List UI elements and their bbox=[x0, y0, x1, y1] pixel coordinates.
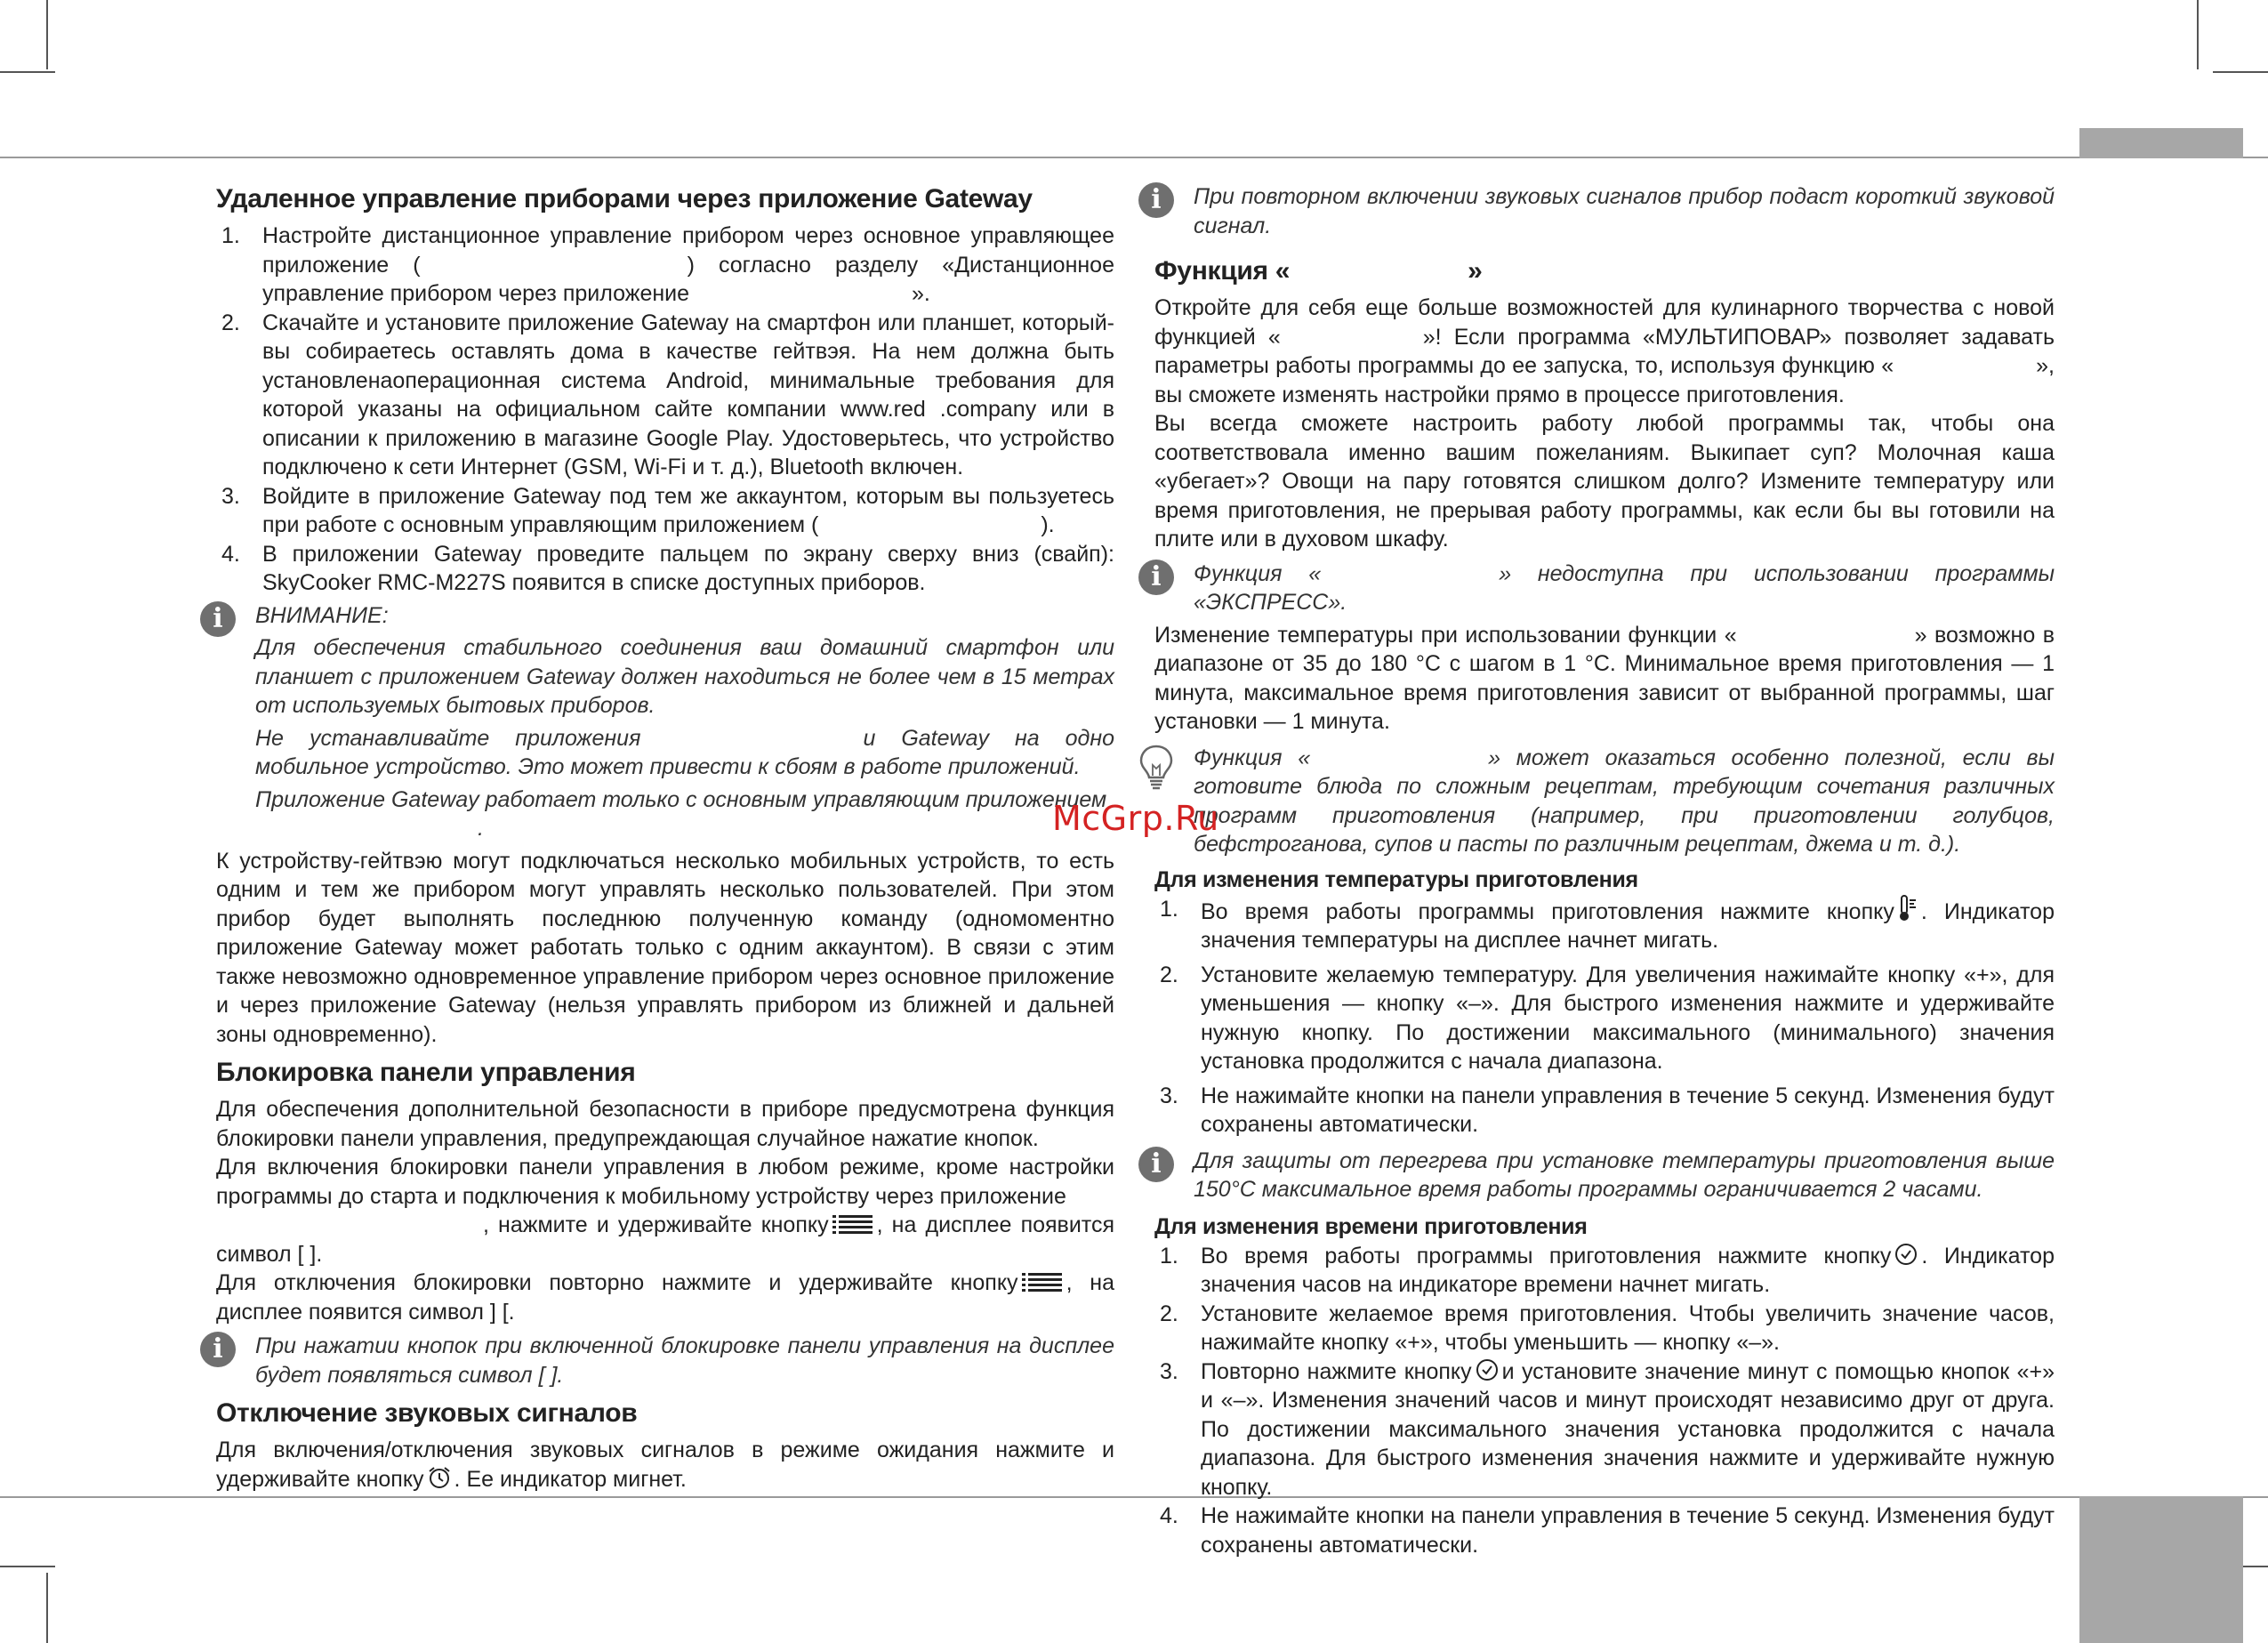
crop-mark bbox=[46, 0, 48, 69]
sound-title: Отключение звуковых сигналов bbox=[216, 1398, 638, 1428]
list-item: 2. Установите желаемую температуру. Для увеличения нажимайте кнопку «+», для уменьшения — кнопку «–». Для быстрого изменения нажмите и удерживайте нужную кнопку. По достижении максимального (минимального) значения установка продолжится с начала диапазона. bbox=[1160, 962, 2055, 1074]
list-item: 4. Не нажимайте кнопки на панели управления в течение 5 секунд. Изменения будут сохранены автоматически. bbox=[1160, 1503, 2055, 1558]
list-item: 1. Во время работы программы приготовления нажмите кнопку . Индикатор значения температуры на дисплее начнет мигать. bbox=[1160, 896, 2055, 953]
temp-steps bbox=[1154, 895, 2055, 1140]
gateway-steps bbox=[216, 221, 1114, 598]
lock-note: i При нажатии кнопок при включенной блокировке панели управления на дисплее будет появляться символ [ ]. bbox=[216, 1332, 1114, 1389]
info-icon: i bbox=[1138, 182, 1174, 218]
step-number: 2. bbox=[221, 310, 240, 335]
watermark: McGrp.Ru bbox=[1052, 799, 1219, 838]
step-number: 3. bbox=[1160, 1083, 1178, 1108]
tip-note: Функция « » может оказаться особенно полезной, если вы готовите блюда по сложным рецептам, требующим сочетания различных программ приготовления (например, при приготовлении голубцов, бефстроганова, супов и пасты по различным рецептам, джема и т. д.). bbox=[1154, 744, 2055, 859]
menu-lines-icon bbox=[832, 1213, 873, 1235]
sound-note: i При повторном включении звуковых сигналов прибор подаст короткий звуковой сигнал. bbox=[1154, 182, 2055, 240]
info-icon: i bbox=[1138, 1147, 1174, 1182]
list-item: 1. Во время работы программы приготовления нажмите кнопку . Индикатор значения часов на индикаторе времени начнет мигать. bbox=[1160, 1243, 2055, 1297]
temp-note: i Для защиты от перегрева при установке температуры приготовления выше 150°С максимальное время работы программы ограничивается 2 часами. bbox=[1154, 1147, 2055, 1204]
gateway-title: Удаленное управление приборами через приложение Gateway bbox=[216, 184, 1033, 213]
list-item: 2. Скачайте и установите приложение Gateway на смартфон или планшет, которыйвы собираетесь оставлять дома в качестве гейтвэя. На нем должна быть установленаоперационная система Android, минимальные требования для которой указаны на официальном сайте компании www.red .company или в описании к приложению в магазине Google Play. Удостоверьтесь, что устройство подключено к сети Интернет (GSM, Wi-Fi и т. д.), Bluetooth включен. bbox=[221, 310, 1114, 479]
attention-heading: ВНИМАНИЕ: bbox=[255, 602, 389, 628]
crop-mark bbox=[0, 1566, 55, 1567]
clock-icon bbox=[1476, 1358, 1499, 1381]
list-item: 3. Не нажимайте кнопки на панели управления в течение 5 секунд. Изменения будут сохранены автоматически. bbox=[1160, 1083, 2055, 1137]
step-number: 2. bbox=[1160, 1301, 1178, 1326]
left-column: Удаленное управление приборами через приложение Gateway 1. Настройте дистанционное управление прибором через основное управляющее приложение ( ) согласно разделу «Дистанционное управление прибором через приложение ». 2. Скачайте и установите приложение Gateway на смартфон или планшет, которыйвы собираетесь оставлять дома в качестве гейтвэя. На нем должна быть установленаоперационная система Android, минимальные требования для которой указаны на официальном сайте компании www.red .company или в описании к приложению в магазине Google Play. Удостоверьтесь, что устройство подключено к сети Интернет (GSM, Wi-Fi и т. д.), Bluetooth включен. 3. Войдите в приложение Gateway под тем же аккаунтом, которым вы пользуетесь при работе с основным управляющим приложением ( ). 4. В приложении Gateway проведите пальцем по экрану сверху вниз (свайп): SkyCooker RMC-M227S появится в списке доступных приборов. i ВНИМАНИЕ: Для обеспечения стабильного соединения ваш домашний смартфон или планшет с приложением Gateway должен находиться не более чем в 15 метрах от используемых бытовых приборов. Не устанавливайте приложения и Gateway на одно мобильное устройство. Это может привести к сбоям в работе приложений. Приложение Gateway работает только с основным управляющим приложением . К устройству-гейтвэю могут подключаться несколько мобильных устройств, то есть одним и тем же прибором могут управлять несколько пользователей. При этом прибор будет выполнять последнюю полученную команду (одномоментно приложение Gateway может работать только с одним аккаунтом). В связи с этим также невозможно одновременное управление прибором через основное приложение и через приложение Gateway (нельзя управлять прибором из ближней и дальней зоны одновременно). Блокировка панели управления Для обеспечения дополнительной безопасности в приборе предусмотрена функция блокировки панели управления, предупреждающая случайное нажатие кнопок. Для включения блокировки панели управления в любом режиме, кроме настройки программы до старта и подключения к мобильному устройству через приложение , нажмите и удерживайте кнопку , на дисплее появится символ [ ]. Для отключения блокировки повторно нажмите и удерживайте кнопку , на дисплее появится символ ] [. i При нажатии кнопок при включенной блокировке панели управления на дисплее будет появляться символ [ ]. Отключение звуковых сигналов Для включения/отключения звуковых сигналов в режиме ожидания нажмите и удерживайте кнопку . Ее индикатор мигнет. bbox=[216, 182, 1114, 1494]
time-title: Для изменения времени приготовления bbox=[1154, 1213, 1588, 1239]
step-number: 3. bbox=[221, 483, 240, 509]
info-icon: i bbox=[1138, 560, 1174, 595]
list-item: 4. В приложении Gateway проведите пальцем по экрану сверху вниз (свайп): SkyCooker RMC-M227S появится в списке доступных приборов. bbox=[221, 541, 1114, 595]
top-rule bbox=[0, 157, 2268, 158]
step-number: 3. bbox=[1160, 1358, 1178, 1384]
temp-title: Для изменения температуры приготовления bbox=[1154, 866, 1638, 892]
step-number: 1. bbox=[221, 223, 240, 248]
step-number: 4. bbox=[221, 541, 240, 567]
list-item: 1. Настройте дистанционное управление прибором через основное управляющее приложение ( ) согласно разделу «Дистанционное управление прибором через приложение ». bbox=[221, 223, 1114, 306]
gateway-paragraph: К устройству-гейтвэю могут подключаться несколько мобильных устройств, то есть одним и тем же прибором могут управлять несколько пользователей. При этом прибор будет выполнять последнюю полученную команду (одномоментно приложение Gateway может работать только с одним аккаунтом). В связи с этим также невозможно одновременное управление прибором через основное приложение и через приложение Gateway (нельзя управлять прибором из ближней и дальней зоны одновременно). bbox=[216, 848, 1114, 1047]
step-number: 4. bbox=[1160, 1503, 1178, 1528]
page-tab-top bbox=[2079, 128, 2243, 158]
list-item: 2. Установите желаемое время приготовления. Чтобы увеличить значение часов, нажимайте кнопку «+», чтобы уменьшить — кнопку «–». bbox=[1160, 1301, 2055, 1355]
lock-title: Блокировка панели управления bbox=[216, 1058, 636, 1087]
crop-mark bbox=[2197, 0, 2199, 69]
thermometer-icon bbox=[1898, 895, 1918, 922]
lightbulb-icon bbox=[1138, 744, 1174, 790]
function-title: Функция « » bbox=[1154, 256, 1483, 286]
crop-mark bbox=[0, 71, 55, 73]
time-steps bbox=[1154, 1242, 2055, 1560]
step-number: 1. bbox=[1160, 896, 1178, 922]
step-number: 1. bbox=[1160, 1243, 1178, 1268]
menu-lines-icon bbox=[1022, 1271, 1063, 1293]
clock-icon bbox=[1894, 1243, 1918, 1266]
attention-note: i ВНИМАНИЕ: Для обеспечения стабильного соединения ваш домашний смартфон или планшет с приложением Gateway должен находиться не более чем в 15 метрах от используемых бытовых приборов. Не устанавливайте приложения и Gateway на одно мобильное устройство. Это может привести к сбоям в работе приложений. Приложение Gateway работает только с основным управляющим приложением . bbox=[216, 601, 1114, 843]
step-number: 2. bbox=[1160, 962, 1178, 987]
crop-mark bbox=[46, 1573, 48, 1643]
page-tab-bottom bbox=[2079, 1496, 2243, 1643]
list-item: 3. Войдите в приложение Gateway под тем же аккаунтом, которым вы пользуетесь при работе с основным управляющим приложением ( ). bbox=[221, 483, 1114, 537]
crop-mark bbox=[2213, 71, 2268, 73]
alarm-clock-icon bbox=[428, 1466, 451, 1489]
info-icon: i bbox=[200, 601, 236, 637]
list-item: 3. Повторно нажмите кнопку и установите значение минут с помощью кнопок «+» и «–». Изменения значений часов и минут происходят независимо друг от друга. По достижении максимального значения установка продолжится с начала диапазона. Для быстрого изменения значения нажмите и удерживайте нужную кнопку. bbox=[1160, 1358, 2055, 1500]
function-note: i Функция « » недоступна при использовании программы «ЭКСПРЕСС». bbox=[1154, 560, 2055, 617]
info-icon: i bbox=[200, 1332, 236, 1367]
right-column: i При повторном включении звуковых сигналов прибор подаст короткий звуковой сигнал. Функция « » Откройте для себя еще больше возможностей для кулинарного творчества с новой функцией « »! Если программа «МУЛЬТИПОВАР» позволяет задавать параметры работы программы до ее запуска, то, используя функцию « », вы сможете изменять настройки прямо в процессе приготовления. Вы всегда сможете настроить работу любой программы так, чтобы она соответствовала именно вашим пожеланиям. Выкипает суп? Молочная каша «убегает»? Овощи на пару готовятся слишком долго? Измените температуру или время приготовления, не прерывая работу программы, как если бы вы готовили на плите или в духовом шкафу. i Функция « » недоступна при использовании программы «ЭКСПРЕСС». Изменение температуры при использовании функции « » возможно в диапазоне от 35 до 180 °С с шагом в 1 °С. Минимальное время приготовления — 1 минута, максимальное время приготовления зависит от выбранной программы, шаг установки — 1 минута. Функция « » может оказаться особенно полезной, если вы готовите блюда по сложным рецептам, требующим сочетания различных программ приготовления (например, при приготовлении голубцов, бефстроганова, супов и пасты по различным рецептам, джема и т. д.). Для изменения температуры приготовления 1. Во время работы программы приготовления нажмите кнопку . Индикатор значения температуры на дисплее начнет мигать. 2. Установите желаемую температуру. Для увеличения нажимайте кнопку «+», для уменьшения — кнопку «–». Для быстрого изменения нажмите и удерживайте нужную кнопку. По достижении максимального (минимального) значения установка продолжится с начала диапазона. 3. Не нажимайте кнопки на панели управления в течение 5 секунд. Изменения будут сохранены автоматически. i Для защиты от перегрева при установке температуры приготовления выше 150°С максимальное время работы программы ограничивается 2 часами. Для изменения времени приготовления 1. Во время работы программы приготовления нажмите кнопку . Индикатор значения часов на индикаторе времени начнет мигать. 2. Установите желаемое время приготовления. Чтобы увеличить значение часов, нажимайте кнопку «+», чтобы уменьшить — кнопку «–». 3. Повторно нажмите кнопку и установите значение минут с помощью кнопок «+» и «–». Изменения значений часов и минут происходят независимо друг от друга. По достижении максимального значения установка продолжится с начала диапазона. Для быстрого изменения значения нажмите и удерживайте нужную кнопку. 4. Не нажимайте кнопки на панели управления в течение 5 секунд. Изменения будут сохранены автоматически. bbox=[1154, 182, 2055, 1559]
